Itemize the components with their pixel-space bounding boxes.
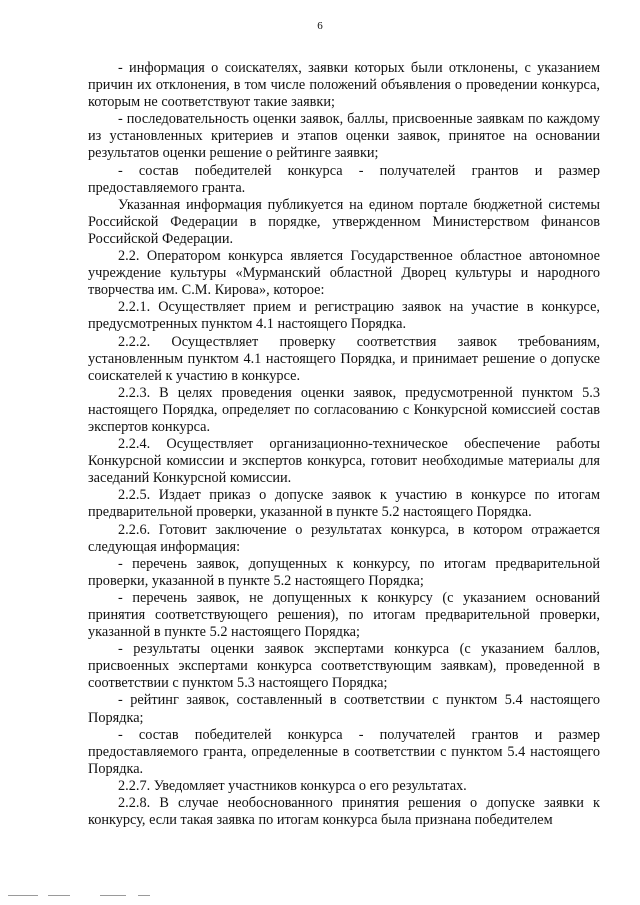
paragraph-evaluation-sequence: - последовательность оценки заявок, баллы, присвоенные заявкам по каждому из установленных критериев и этапов оценки заявок, принятое на основании результатов оценки решение о рейтинге заявки;	[88, 111, 600, 162]
scan-mark	[48, 895, 70, 896]
page-number: 6	[317, 20, 323, 32]
paragraph-2-2-1: 2.2.1. Осуществляет прием и регистрацию заявок на участие в конкурсе, предусмотренных пунктом 4.1 настоящего Порядка.	[88, 299, 600, 333]
paragraph-2-2-5: 2.2.5. Издает приказ о допуске заявок к участию в конкурсе по итогам предварительной проверки, указанной в пункте 5.2 настоящего Порядка.	[88, 487, 600, 521]
scan-mark	[138, 895, 150, 896]
paragraph-2-2-4: 2.2.4. Осуществляет организационно-техническое обеспечение работы Конкурсной комиссии и экспертов конкурса, готовит необходимые материалы для заседаний Конкурсной комиссии.	[88, 436, 600, 487]
paragraph-2-2-7: 2.2.7. Уведомляет участников конкурса о его результатах.	[118, 777, 467, 794]
paragraph-2-2-3: 2.2.3. В целях проведения оценки заявок, предусмотренной пунктом 5.3 настоящего Порядка, определяет по согласованию с Конкурсной комиссией состав экспертов конкурса.	[88, 384, 600, 435]
paragraph-2-2-6: 2.2.6. Готовит заключение о результатах конкурса, в котором отражается следующая информация:	[88, 521, 600, 555]
paragraph-rejected-applicants-info: - информация о соискателях, заявки которых были отклонены, с указанием причин их отклонения, в том числе положений объявления о проведении конкурса, которым не соответствуют такие заявки;	[88, 60, 600, 111]
scan-mark	[100, 895, 126, 896]
paragraph-2-2-operator: 2.2. Оператором конкурса является Государственное областное автономное учреждение культуры «Мурманский областной Дворец культуры и народного творчества им. С.М. Кирова», которое:	[88, 248, 600, 299]
document-body	[88, 60, 600, 829]
scan-artifact	[0, 895, 160, 897]
list-item-expert-evaluation: - результаты оценки заявок экспертами конкурса (с указанием баллов, присвоенных экспертами конкурса соответствующим заявкам), проведенной в соответствии с пунктом 5.3 настоящего Порядка;	[88, 641, 600, 692]
paragraph-2-2-2: 2.2.2. Осуществляет проверку соответствия заявок требованиям, установленным пунктом 4.1 настоящего Порядка, и принимает решение о допуске соискателей к участию в конкурсе.	[88, 333, 600, 384]
paragraph-2-2-8: 2.2.8. В случае необоснованного принятия решения о допуске заявки к конкурсу, если такая заявка по итогам конкурса была признана победителем	[88, 795, 600, 829]
list-item-rating: - рейтинг заявок, составленный в соответствии с пунктом 5.4 настоящего Порядка;	[88, 692, 600, 726]
paragraph-winners-list: - состав победителей конкурса - получателей грантов и размер предоставляемого гранта.	[88, 162, 600, 196]
list-item-admitted-applications: - перечень заявок, допущенных к конкурсу, по итогам предварительной проверки, указанной в пункте 5.2 настоящего Порядка;	[88, 555, 600, 589]
list-item-rejected-applications: - перечень заявок, не допущенных к конкурсу (с указанием оснований принятия соответствующего решения), по итогам предварительной проверки, указанной в пункте 5.2 настоящего Порядка;	[88, 589, 600, 641]
list-item-winners: - состав победителей конкурса - получателей грантов и размер предоставляемого гранта, определенные в соответствии с пунктом 5.4 настоящего Порядка.	[88, 726, 600, 777]
paragraph-publication-portal: Указанная информация публикуется на едином портале бюджетной системы Российской Федерации в порядке, утвержденном Министерством финансов Российской Федерации.	[88, 196, 600, 247]
scan-mark	[8, 895, 38, 896]
